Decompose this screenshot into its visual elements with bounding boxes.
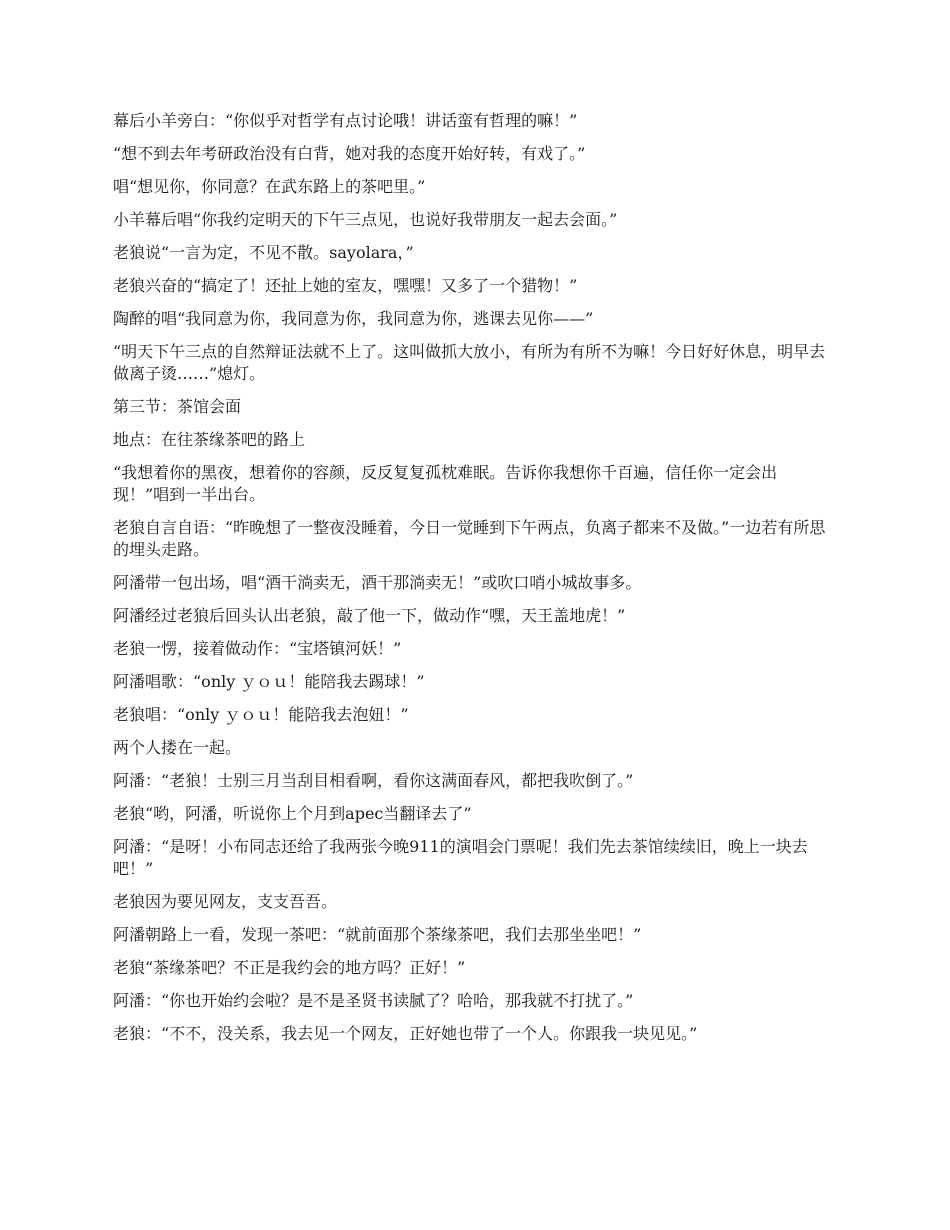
paragraph-3: 唱“想见你，你同意？在武东路上的茶吧里。” bbox=[113, 177, 426, 196]
paragraph-12: 老狼自言自语：“昨晚想了一整夜没睡着，今日一觉睡到下午两点，负离子都来不及做。”一边若有所思的埋头走路。 bbox=[113, 518, 826, 559]
paragraph-13: 阿潘带一包出场，唱“酒干淌卖无，酒干那淌卖无！”或吹口哨小城故事多。 bbox=[113, 573, 642, 592]
paragraph-16: 阿潘唱歌：“only ｙｏｕ！能陪我去踢球！” bbox=[113, 672, 425, 691]
document-body bbox=[113, 110, 833, 1056]
paragraph-24: 老狼“茶缘茶吧？不正是我约会的地方吗？正好！” bbox=[113, 958, 466, 977]
paragraph-2: “想不到去年考研政治没有白背，她对我的态度开始好转，有戏了。” bbox=[113, 144, 586, 163]
paragraph-26: 老狼：“不不，没关系，我去见一个网友，正好她也带了一个人。你跟我一块见见。” bbox=[113, 1024, 698, 1043]
paragraph-25: 阿潘：“你也开始约会啦？是不是圣贤书读腻了？哈哈，那我就不打扰了。” bbox=[113, 991, 634, 1010]
location-line: 地点：在往茶缘茶吧的路上 bbox=[113, 430, 306, 449]
paragraph-15: 老狼一愣，接着做动作：“宝塔镇河妖！” bbox=[113, 639, 402, 658]
paragraph-22: 老狼因为要见网友，支支吾吾。 bbox=[113, 892, 338, 911]
paragraph-19: 阿潘：“老狼！士别三月当刮目相看啊，看你这满面春风，都把我吹倒了。” bbox=[113, 771, 634, 790]
paragraph-7: 陶醉的唱“我同意为你，我同意为你，我同意为你，逃课去见你——” bbox=[113, 309, 594, 328]
paragraph-4: 小羊幕后唱“你我约定明天的下午三点见，也说好我带朋友一起去会面。” bbox=[113, 210, 618, 229]
paragraph-11: “我想着你的黑夜，想着你的容颜，反反复复孤枕难眠。告诉你我想你千百遍，信任你一定会出现！”唱到一半出台。 bbox=[113, 463, 778, 504]
section-heading: 第三节：茶馆会面 bbox=[113, 397, 242, 416]
paragraph-14: 阿潘经过老狼后回头认出老狼，敲了他一下，做动作“嘿，天王盖地虎！” bbox=[113, 606, 626, 625]
paragraph-17: 老狼唱：“only ｙｏｕ！能陪我去泡妞！” bbox=[113, 705, 409, 724]
paragraph-6: 老狼兴奋的“搞定了！还扯上她的室友，嘿嘿！又多了一个猎物！” bbox=[113, 276, 578, 295]
paragraph-1: 幕后小羊旁白：“你似乎对哲学有点讨论哦！讲话蛮有哲理的嘛！” bbox=[113, 111, 578, 130]
paragraph-23: 阿潘朝路上一看，发现一茶吧：“就前面那个茶缘茶吧，我们去那坐坐吧！” bbox=[113, 925, 642, 944]
paragraph-8: “明天下午三点的自然辩证法就不上了。这叫做抓大放小，有所为有所不为嘛！今日好好休息，明早去做离子烫……”熄灯。 bbox=[113, 342, 826, 383]
paragraph-20: 老狼“哟，阿潘，听说你上个月到apec当翻译去了” bbox=[113, 804, 472, 823]
paragraph-18: 两个人搂在一起。 bbox=[113, 738, 242, 757]
paragraph-21: 阿潘：“是呀！小布同志还给了我两张今晚911的演唱会门票呢！我们先去茶馆续续旧，晚上一块去吧！” bbox=[113, 837, 808, 878]
paragraph-5: 老狼说“一言为定，不见不散。sayolara，” bbox=[113, 243, 414, 262]
